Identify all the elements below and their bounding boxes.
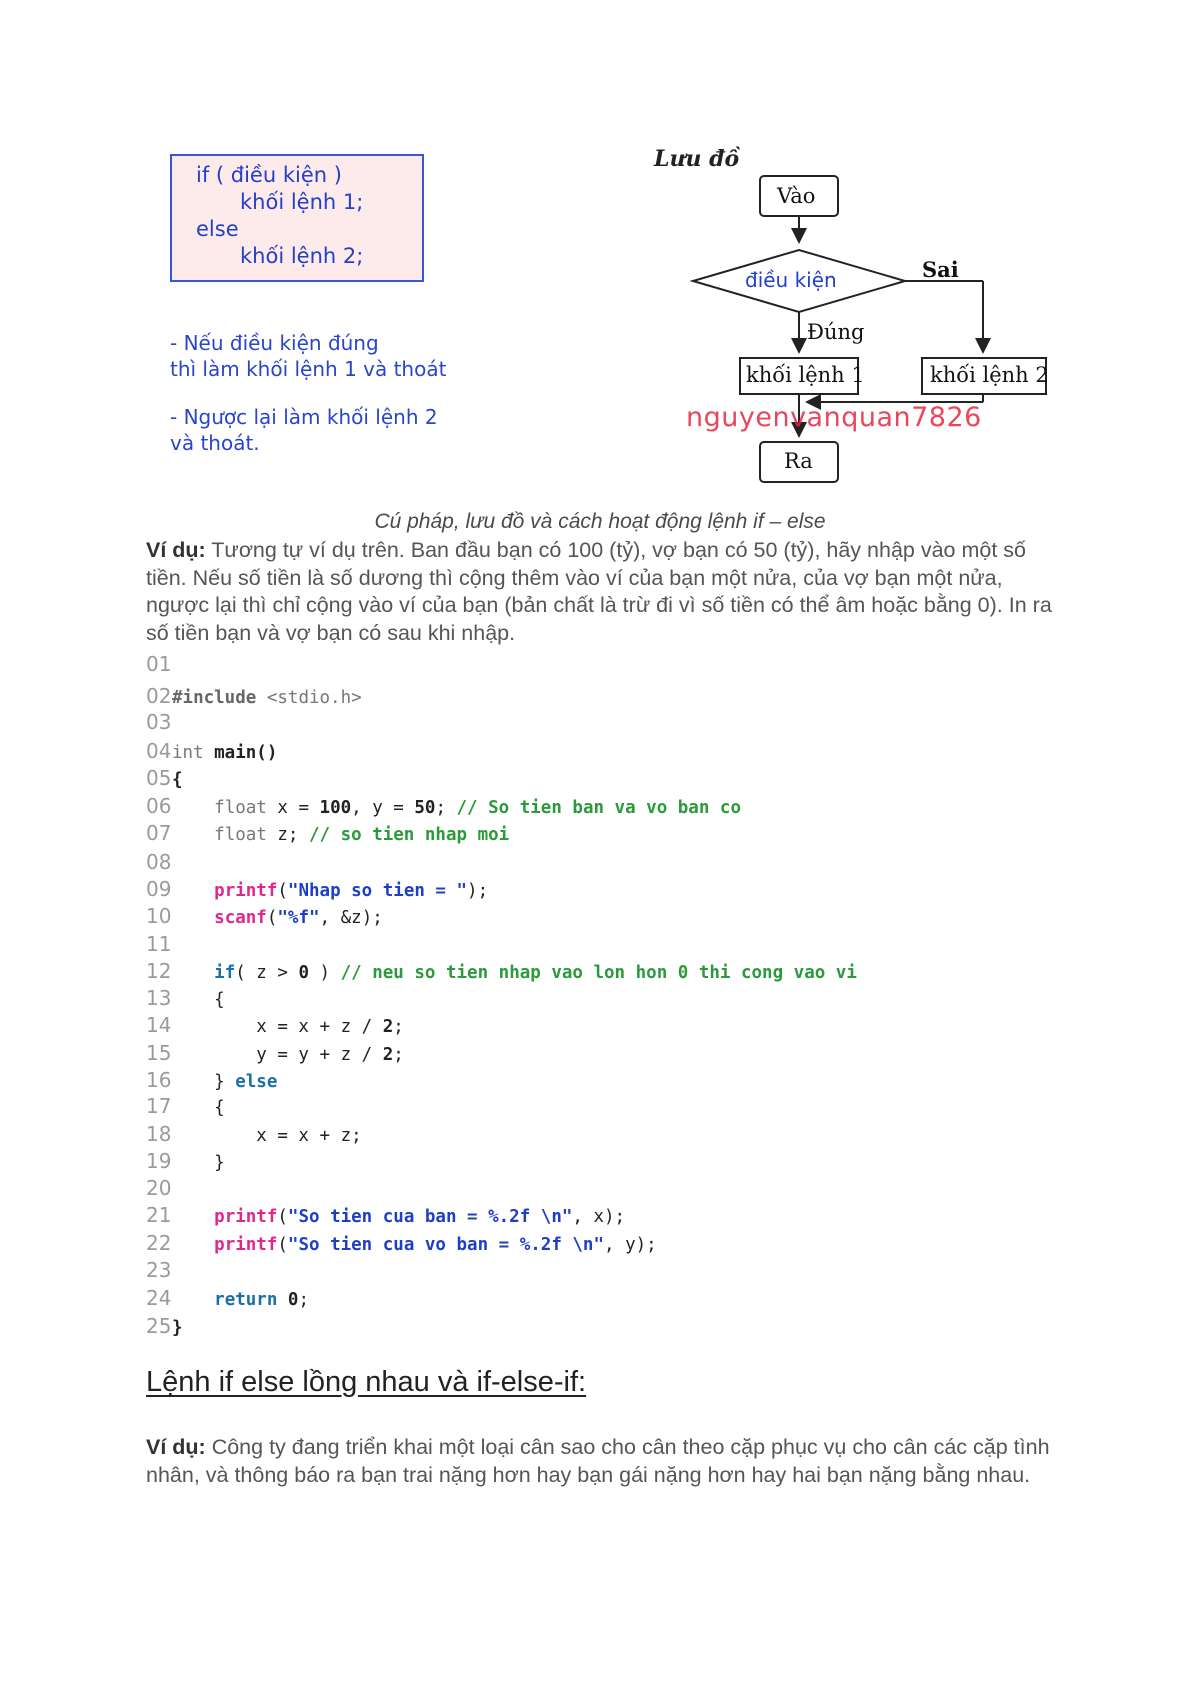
code-token: // So tien ban va vo ban co bbox=[445, 798, 741, 818]
figure-caption: Cú pháp, lưu đồ và cách hoạt động lệnh if – else bbox=[374, 510, 826, 533]
code-token: "%f" bbox=[277, 908, 320, 928]
line-number: 01 bbox=[146, 652, 172, 676]
flowchart-title: Lưu đồ bbox=[654, 146, 740, 172]
line-number: 24 bbox=[146, 1286, 172, 1310]
line-number: 03 bbox=[146, 710, 172, 734]
code-token bbox=[172, 963, 214, 983]
code-line bbox=[146, 1041, 404, 1067]
code-line bbox=[146, 904, 383, 930]
code-token: "So tien cua vo ban = %.2f \n" bbox=[287, 1235, 604, 1255]
code-token: printf bbox=[214, 881, 278, 901]
block2-label: khối lệnh 2 bbox=[930, 363, 1049, 387]
code-token: 0 bbox=[287, 1290, 299, 1310]
syntax-box bbox=[170, 154, 424, 282]
example-text: Tương tự ví dụ trên. Ban đầu bạn có 100 (tỷ), vợ bạn có 50 (tỷ), hãy nhập vào một số tiền. Nếu số tiền là số dương thì cộng thêm vào ví của bạn một nửa, của vợ bạn một nửa, ngược lại thì chỉ cộng vào ví của bạn (bản chất là trừ đi vì số tiền có thể âm hoặc bằng 0). In ra số tiền bạn và vợ bạn có sau khi nhập. bbox=[146, 538, 1052, 645]
code-token: ; bbox=[393, 1017, 404, 1037]
code-token: ( z > bbox=[235, 963, 299, 983]
code-token: , x); bbox=[572, 1207, 626, 1227]
example-text: Công ty đang triển khai một loại cân sao cho cân theo cặp phục vụ cho cân các cặp tình nhân, và thông báo ra bạn trai nặng hơn hay bạn gái nặng hơn hay hai bạn nặng bằng nhau. bbox=[146, 1435, 1050, 1487]
code-token: "So tien cua ban = %.2f \n" bbox=[287, 1207, 573, 1227]
explain-line: và thoát. bbox=[170, 431, 260, 455]
code-token: , y = bbox=[351, 798, 415, 818]
code-token: "Nhap so tien = " bbox=[287, 881, 468, 901]
code-token: { bbox=[172, 990, 225, 1010]
syntax-line: khối lệnh 1; bbox=[240, 190, 364, 214]
explain-line: thì làm khối lệnh 1 và thoát bbox=[170, 357, 447, 381]
line-number: 02 bbox=[146, 684, 172, 708]
syntax-line: else bbox=[196, 217, 239, 241]
code-token: } bbox=[172, 1318, 183, 1338]
code-token: printf bbox=[214, 1207, 278, 1227]
line-number: 18 bbox=[146, 1122, 172, 1146]
line-number: 16 bbox=[146, 1068, 172, 1092]
section-heading: Lệnh if else lồng nhau và if-else-if: bbox=[146, 1366, 587, 1398]
code-line bbox=[146, 1122, 362, 1148]
code-token: 50 bbox=[414, 798, 436, 818]
code-token: ( bbox=[277, 1235, 288, 1255]
code-token: printf bbox=[214, 1235, 278, 1255]
line-number: 08 bbox=[146, 850, 172, 874]
example-label: Ví dụ: bbox=[146, 538, 206, 562]
code-token: float bbox=[214, 825, 267, 845]
line-number: 15 bbox=[146, 1041, 172, 1065]
code-token: x = x + z / bbox=[172, 1017, 383, 1037]
line-number: 19 bbox=[146, 1149, 172, 1173]
code-token: 0 bbox=[298, 963, 309, 983]
code-line bbox=[146, 850, 172, 876]
code-token: 2 bbox=[382, 1017, 394, 1037]
line-number: 14 bbox=[146, 1013, 172, 1037]
yes-label: Đúng bbox=[807, 320, 865, 344]
code-line bbox=[146, 821, 509, 847]
example-paragraph bbox=[146, 1434, 1066, 1489]
code-token: ( bbox=[266, 908, 278, 928]
code-token: ; bbox=[435, 798, 446, 818]
watermark: nguyenvanquan7826 bbox=[686, 402, 982, 433]
code-token: , y); bbox=[604, 1235, 657, 1255]
code-token: // neu so tien nhap vao lon hon 0 thi cong vao vi bbox=[330, 963, 857, 983]
line-number: 11 bbox=[146, 932, 172, 956]
code-token: return bbox=[214, 1290, 278, 1310]
code-token: } bbox=[172, 1153, 225, 1173]
code-token: y = y + z / bbox=[172, 1045, 383, 1065]
code-token: ; bbox=[298, 1290, 310, 1310]
code-token bbox=[172, 1207, 214, 1227]
syntax-line: if ( điều kiện ) bbox=[196, 163, 342, 187]
explain-line: - Nếu điều kiện đúng bbox=[170, 331, 379, 355]
code-token: scanf bbox=[214, 908, 267, 928]
code-token: z; bbox=[266, 825, 299, 845]
explain-line: - Ngược lại làm khối lệnh 2 bbox=[170, 405, 438, 429]
code-token: ( bbox=[277, 881, 288, 901]
line-number: 06 bbox=[146, 794, 172, 818]
end-label: Ra bbox=[784, 449, 813, 473]
code-token: #include bbox=[172, 688, 257, 708]
line-number: 21 bbox=[146, 1203, 172, 1227]
condition-label: điều kiện bbox=[745, 268, 837, 292]
code-line bbox=[146, 684, 362, 710]
code-line bbox=[146, 1013, 404, 1039]
line-number: 07 bbox=[146, 821, 172, 845]
code-token: } bbox=[172, 1072, 236, 1092]
code-line bbox=[146, 710, 172, 736]
code-token: ) bbox=[309, 963, 331, 983]
code-token: x = x + z; bbox=[172, 1126, 362, 1146]
block1-label: khối lệnh 1 bbox=[746, 363, 865, 387]
no-label: Sai bbox=[922, 257, 959, 282]
code-line bbox=[146, 1176, 172, 1202]
code-line bbox=[146, 1203, 625, 1229]
line-number: 12 bbox=[146, 959, 172, 983]
code-line bbox=[146, 959, 857, 985]
code-token: <stdio.h> bbox=[256, 688, 362, 708]
code-token: x = bbox=[266, 798, 320, 818]
example-paragraph bbox=[146, 537, 1066, 647]
line-number: 23 bbox=[146, 1258, 172, 1282]
explain-true bbox=[170, 330, 446, 382]
line-number: 22 bbox=[146, 1231, 172, 1255]
code-token bbox=[172, 881, 214, 901]
line-number: 17 bbox=[146, 1094, 172, 1118]
code-token: float bbox=[214, 798, 267, 818]
code-token bbox=[277, 1290, 288, 1310]
code-token bbox=[172, 825, 214, 845]
code-token: ( bbox=[277, 1207, 288, 1227]
code-line bbox=[146, 794, 741, 820]
code-token: 100 bbox=[319, 798, 352, 818]
code-token: int bbox=[172, 743, 204, 763]
code-token bbox=[172, 1290, 214, 1310]
code-line bbox=[146, 766, 183, 792]
code-token bbox=[172, 798, 214, 818]
syntax-line: khối lệnh 2; bbox=[240, 244, 364, 268]
code-line bbox=[146, 1314, 183, 1340]
code-line bbox=[146, 1068, 277, 1094]
code-token: ); bbox=[467, 881, 489, 901]
code-token: , &z); bbox=[319, 908, 383, 928]
flowchart bbox=[552, 140, 1062, 490]
line-number: 10 bbox=[146, 904, 172, 928]
code-line bbox=[146, 1258, 172, 1284]
code-token bbox=[172, 908, 214, 928]
code-line bbox=[146, 932, 172, 958]
code-line bbox=[146, 1286, 309, 1312]
code-line bbox=[146, 877, 488, 903]
line-number: 25 bbox=[146, 1314, 172, 1338]
code-line bbox=[146, 1094, 225, 1120]
code-token: { bbox=[172, 1098, 225, 1118]
code-token bbox=[172, 1235, 214, 1255]
code-token: if bbox=[214, 963, 236, 983]
code-line bbox=[146, 986, 225, 1012]
code-line bbox=[146, 739, 277, 765]
line-number: 20 bbox=[146, 1176, 172, 1200]
code-token: // so tien nhap moi bbox=[298, 825, 510, 845]
code-token: else bbox=[235, 1072, 278, 1092]
line-number: 13 bbox=[146, 986, 172, 1010]
explain-false bbox=[170, 404, 438, 456]
code-line bbox=[146, 1149, 225, 1175]
line-number: 09 bbox=[146, 877, 172, 901]
code-token: main() bbox=[203, 743, 278, 763]
code-line bbox=[146, 652, 172, 678]
start-label: Vào bbox=[777, 184, 816, 208]
line-number: 04 bbox=[146, 739, 172, 763]
code-token: 2 bbox=[382, 1045, 394, 1065]
example-label: Ví dụ: bbox=[146, 1435, 206, 1459]
code-token: ; bbox=[393, 1045, 404, 1065]
code-token: { bbox=[172, 770, 183, 790]
code-line bbox=[146, 1231, 657, 1257]
line-number: 05 bbox=[146, 766, 172, 790]
